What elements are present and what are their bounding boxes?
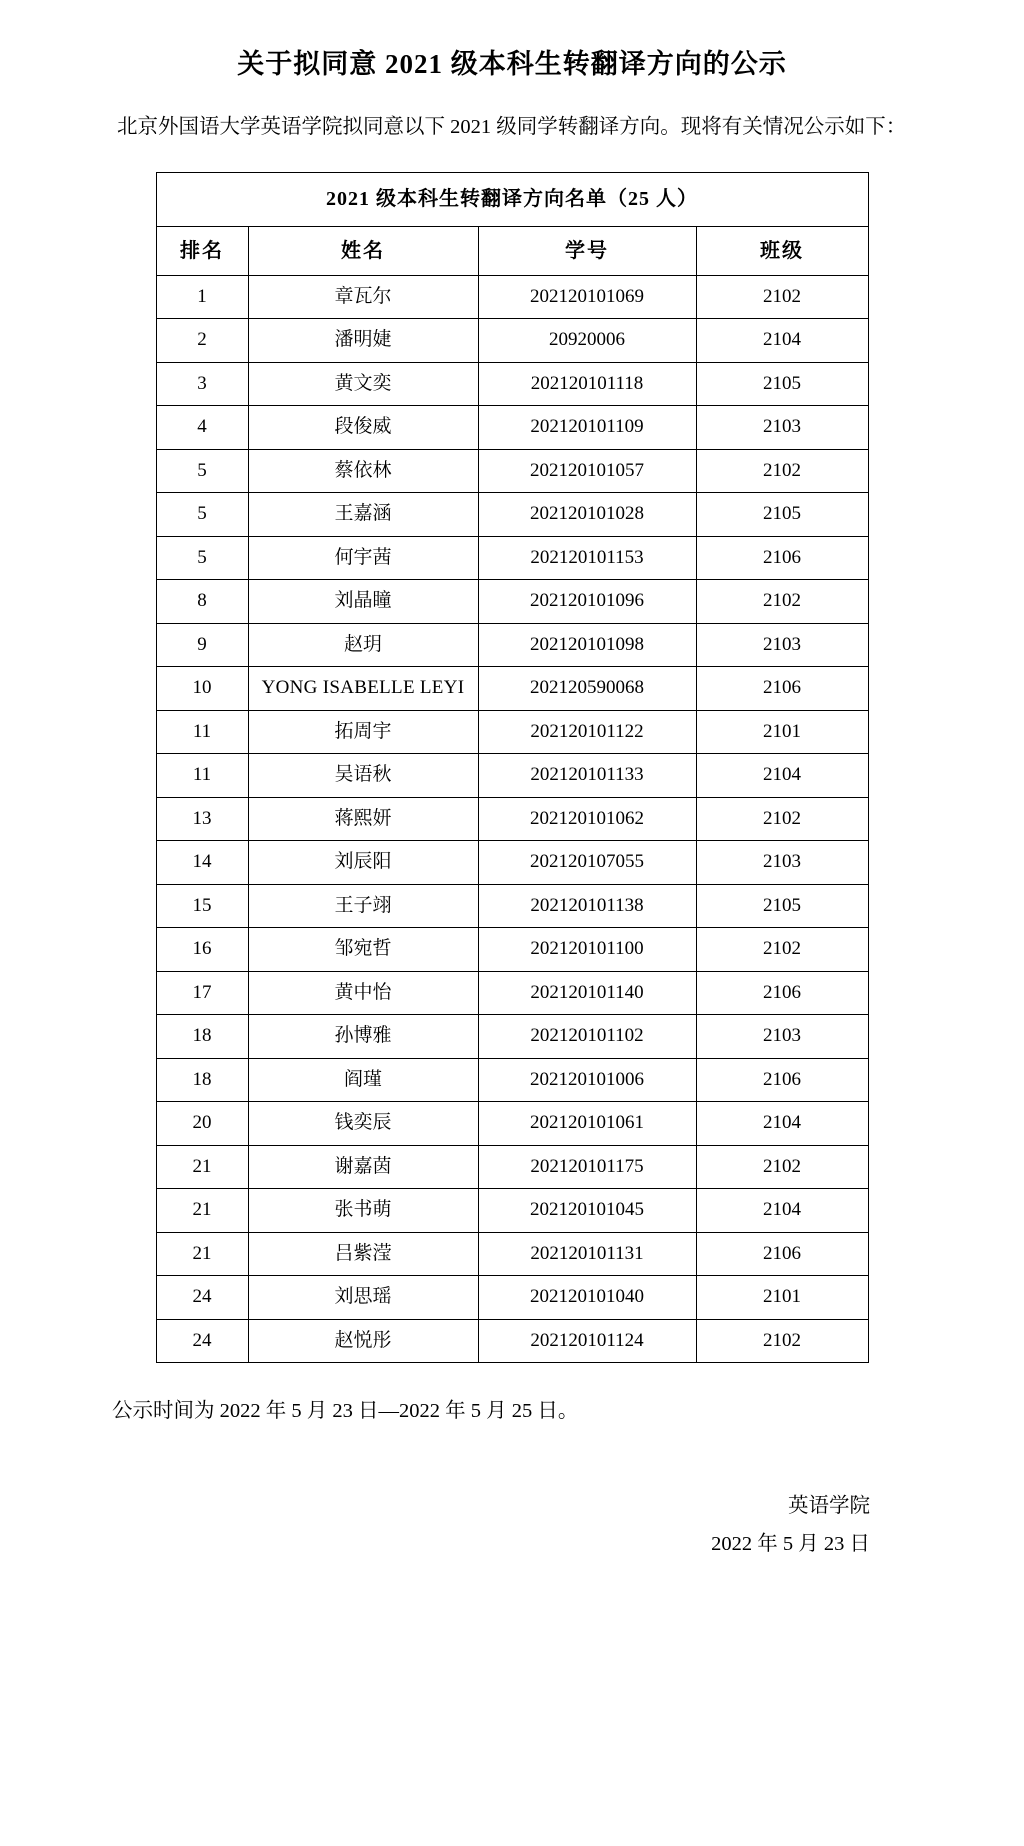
cell-student-id: 202120101040 [478,1276,696,1320]
cell-name: 章瓦尔 [248,275,478,319]
table-row [156,406,868,450]
cell-student-id: 202120590068 [478,667,696,711]
cell-student-id: 202120101006 [478,1058,696,1102]
cell-class: 2104 [696,1102,868,1146]
cell-class: 2106 [696,971,868,1015]
cell-student-id: 202120101140 [478,971,696,1015]
table-row [156,754,868,798]
table-row [156,275,868,319]
cell-name: 张书萌 [248,1189,478,1233]
cell-class: 2106 [696,667,868,711]
table-row [156,1319,868,1363]
cell-class: 2106 [696,536,868,580]
cell-class: 2101 [696,710,868,754]
cell-class: 2101 [696,1276,868,1320]
cell-class: 2102 [696,275,868,319]
table-row [156,1232,868,1276]
cell-name: 钱奕辰 [248,1102,478,1146]
cell-class: 2104 [696,754,868,798]
signature-block [70,1488,954,1564]
cell-rank: 1 [156,275,248,319]
roster-table [156,172,869,1364]
table-row [156,362,868,406]
column-header-class: 班级 [696,226,868,275]
table-row [156,319,868,363]
table-row [156,971,868,1015]
cell-rank: 5 [156,536,248,580]
cell-rank: 16 [156,928,248,972]
cell-class: 2105 [696,362,868,406]
cell-class: 2103 [696,841,868,885]
cell-rank: 2 [156,319,248,363]
cell-student-id: 202120101124 [478,1319,696,1363]
table-caption-row [156,172,868,226]
cell-name: YONG ISABELLE LEYI [248,667,478,711]
cell-class: 2105 [696,884,868,928]
cell-name: 赵玥 [248,623,478,667]
cell-student-id: 202120101153 [478,536,696,580]
cell-rank: 4 [156,406,248,450]
cell-rank: 21 [156,1189,248,1233]
table-row [156,667,868,711]
column-header-student-id: 学号 [478,226,696,275]
table-row [156,623,868,667]
cell-class: 2106 [696,1232,868,1276]
cell-rank: 13 [156,797,248,841]
cell-student-id: 202120101062 [478,797,696,841]
cell-student-id: 202120101069 [478,275,696,319]
cell-rank: 11 [156,710,248,754]
cell-class: 2103 [696,1015,868,1059]
cell-name: 刘晶瞳 [248,580,478,624]
cell-name: 蔡依林 [248,449,478,493]
table-row [156,928,868,972]
signature-date: 2022 年 5 月 23 日 [711,1532,870,1555]
table-row [156,884,868,928]
cell-student-id: 202120101133 [478,754,696,798]
cell-class: 2106 [696,1058,868,1102]
cell-class: 2102 [696,449,868,493]
cell-rank: 18 [156,1015,248,1059]
cell-student-id: 202120101131 [478,1232,696,1276]
cell-class: 2102 [696,797,868,841]
cell-rank: 5 [156,493,248,537]
cell-student-id: 202120101096 [478,580,696,624]
column-header-name: 姓名 [248,226,478,275]
cell-rank: 3 [156,362,248,406]
table-row [156,1189,868,1233]
cell-name: 王嘉涵 [248,493,478,537]
cell-name: 段俊威 [248,406,478,450]
cell-student-id: 202120101109 [478,406,696,450]
cell-rank: 9 [156,623,248,667]
cell-class: 2102 [696,928,868,972]
roster-table-body [156,275,868,1363]
cell-name: 孙博雅 [248,1015,478,1059]
cell-student-id: 202120107055 [478,841,696,885]
cell-student-id: 202120101028 [478,493,696,537]
cell-name: 谢嘉茵 [248,1145,478,1189]
cell-rank: 18 [156,1058,248,1102]
cell-class: 2102 [696,580,868,624]
table-caption: 2021 级本科生转翻译方向名单（25 人） [156,172,868,226]
cell-rank: 17 [156,971,248,1015]
cell-student-id: 20920006 [478,319,696,363]
cell-name: 蒋熙妍 [248,797,478,841]
cell-name: 赵悦彤 [248,1319,478,1363]
table-row [156,841,868,885]
cell-student-id: 202120101122 [478,710,696,754]
cell-rank: 24 [156,1319,248,1363]
cell-class: 2102 [696,1319,868,1363]
cell-rank: 21 [156,1145,248,1189]
cell-rank: 20 [156,1102,248,1146]
table-row [156,710,868,754]
cell-name: 吕紫滢 [248,1232,478,1276]
cell-student-id: 202120101175 [478,1145,696,1189]
cell-rank: 21 [156,1232,248,1276]
table-row [156,580,868,624]
table-row [156,1102,868,1146]
cell-rank: 24 [156,1276,248,1320]
cell-rank: 14 [156,841,248,885]
cell-name: 黄文奕 [248,362,478,406]
cell-student-id: 202120101045 [478,1189,696,1233]
cell-student-id: 202120101118 [478,362,696,406]
cell-name: 吴语秋 [248,754,478,798]
table-row [156,1145,868,1189]
cell-student-id: 202120101100 [478,928,696,972]
cell-class: 2104 [696,319,868,363]
table-row [156,1058,868,1102]
table-header-row [156,226,868,275]
cell-rank: 10 [156,667,248,711]
cell-class: 2103 [696,406,868,450]
signature-department: 英语学院 [788,1495,870,1518]
cell-rank: 5 [156,449,248,493]
cell-name: 刘思瑶 [248,1276,478,1320]
cell-class: 2102 [696,1145,868,1189]
cell-rank: 8 [156,580,248,624]
cell-rank: 15 [156,884,248,928]
cell-class: 2103 [696,623,868,667]
table-row [156,449,868,493]
page-title: 关于拟同意 2021 级本科生转翻译方向的公示 [237,49,787,79]
cell-student-id: 202120101102 [478,1015,696,1059]
intro-paragraph: 北京外国语大学英语学院拟同意以下 2021 级同学转翻译方向。现将有关情况公示如下： [117,115,907,138]
cell-student-id: 202120101098 [478,623,696,667]
cell-name: 邹宛哲 [248,928,478,972]
cell-student-id: 202120101138 [478,884,696,928]
table-row [156,493,868,537]
table-row [156,536,868,580]
cell-name: 拓周宇 [248,710,478,754]
cell-name: 何宇茜 [248,536,478,580]
table-row [156,1015,868,1059]
cell-name: 潘明婕 [248,319,478,363]
cell-name: 阎瑾 [248,1058,478,1102]
column-header-rank: 排名 [156,226,248,275]
cell-name: 刘辰阳 [248,841,478,885]
cell-rank: 11 [156,754,248,798]
cell-student-id: 202120101057 [478,449,696,493]
notice-period: 公示时间为 2022 年 5 月 23 日—2022 年 5 月 25 日。 [112,1400,579,1423]
table-row [156,1276,868,1320]
cell-student-id: 202120101061 [478,1102,696,1146]
table-row [156,797,868,841]
cell-class: 2105 [696,493,868,537]
cell-class: 2104 [696,1189,868,1233]
cell-name: 王子翊 [248,884,478,928]
cell-name: 黄中怡 [248,971,478,1015]
